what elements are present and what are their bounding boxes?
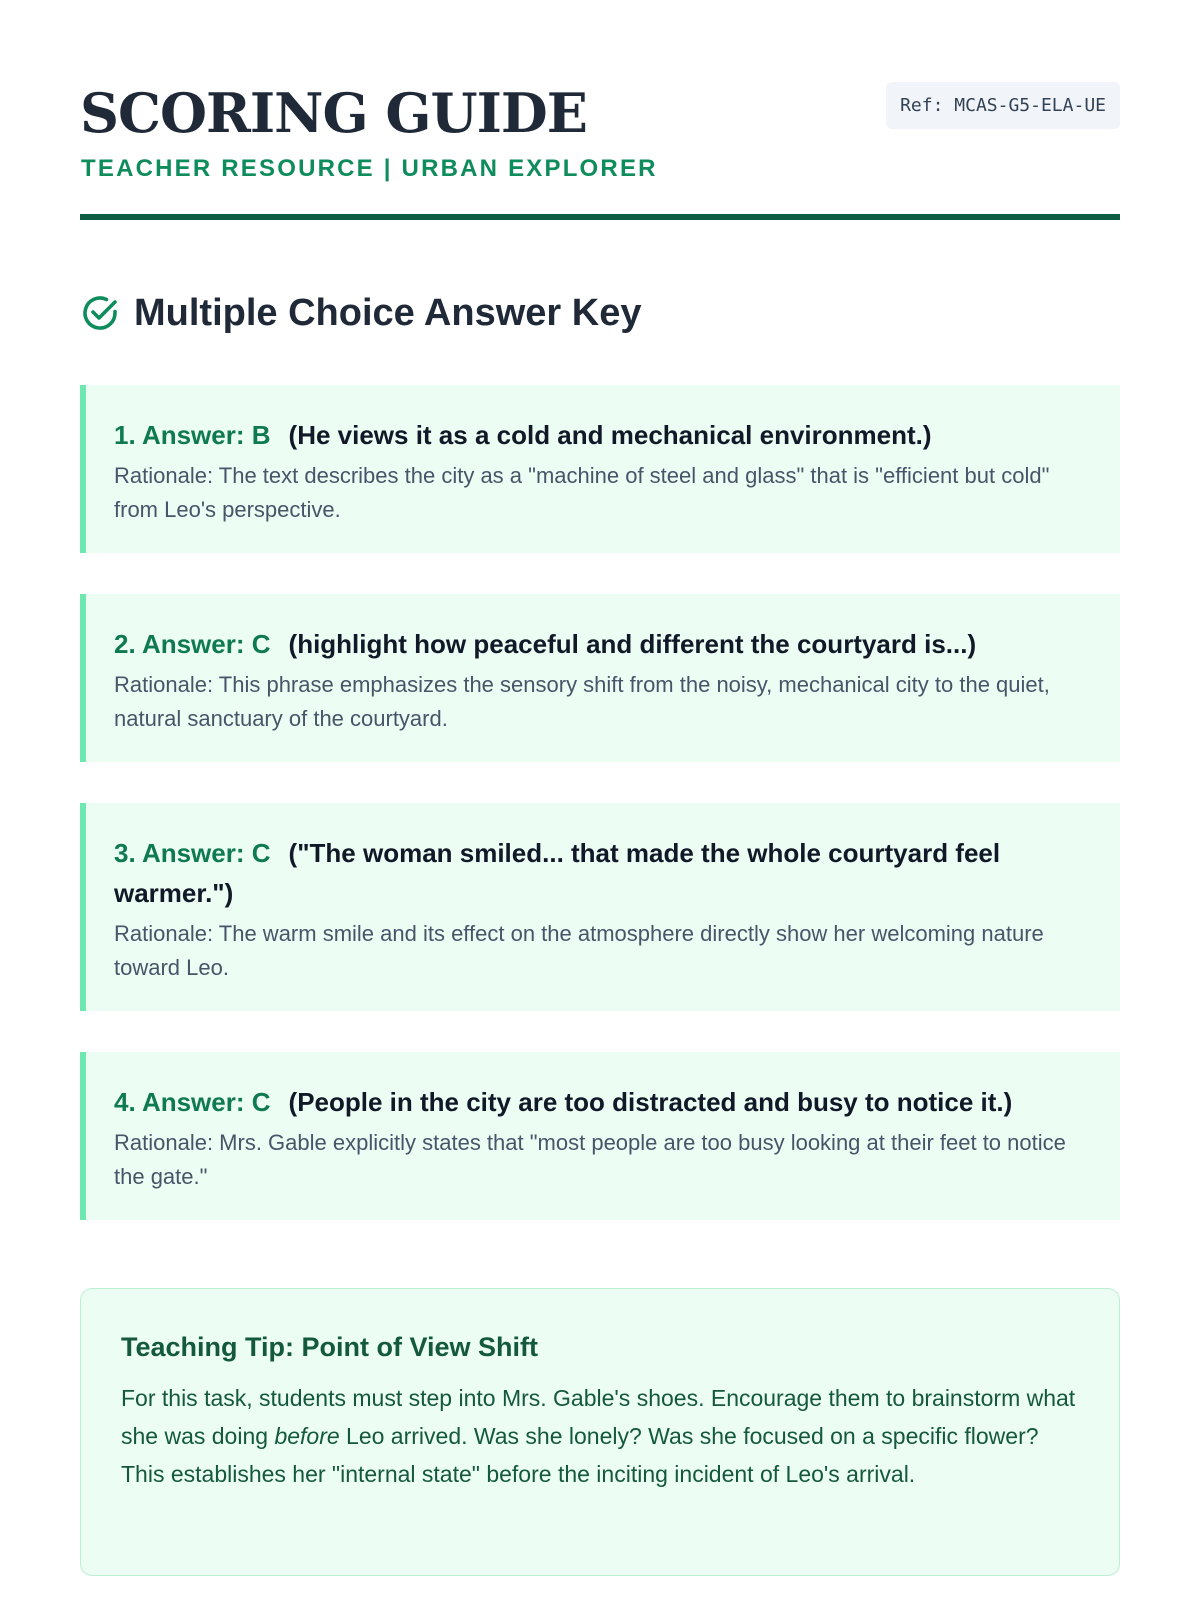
page-title: SCORING GUIDE <box>80 81 587 145</box>
page-header <box>80 78 1120 223</box>
answer-choice: (He views it as a cold and mechanical environment.) <box>288 420 932 450</box>
answer-rationale: Rationale: Mrs. Gable explicitly states that "most people are too busy looking at their feet to notice the gate." <box>114 1130 1066 1189</box>
answer-card <box>80 803 1120 1011</box>
answer-choice: (People in the city are too distracted and busy to notice it.) <box>288 1087 1013 1117</box>
answer-card <box>80 385 1120 553</box>
answer-line <box>114 624 1090 664</box>
answer-rationale: Rationale: This phrase emphasizes the sensory shift from the noisy, mechanical city to the quiet, natural sanctuary of the courtyard. <box>114 672 1050 731</box>
tip-text-before: For this task, students must step into Mrs. Gable's shoes. Encourage them to brainstorm what she was doing <box>121 1385 1076 1449</box>
answer-line <box>114 1082 1090 1122</box>
answer-line <box>114 415 1090 455</box>
answer-rationale: Rationale: The text describes the city as a "machine of steel and glass" that is "efficient but cold" from Leo's perspective. <box>114 463 1050 522</box>
answer-card <box>80 594 1120 762</box>
teaching-tip-title: Teaching Tip: Point of View Shift <box>121 1332 539 1362</box>
answer-card <box>80 1052 1120 1220</box>
page-subtitle: TEACHER RESOURCE | URBAN EXPLORER <box>81 155 658 182</box>
answer-rationale: Rationale: The warm smile and its effect on the atmosphere directly show her welcoming nature toward Leo. <box>114 921 1044 980</box>
answer-label: 2. Answer: C <box>114 629 271 659</box>
header-divider <box>80 214 1120 220</box>
check-circle-icon <box>80 293 120 333</box>
section-heading-text: Multiple Choice Answer Key <box>134 291 642 334</box>
tip-text-emphasis: before <box>274 1423 340 1449</box>
answer-label: 1. Answer: B <box>114 420 271 450</box>
answer-choice: (highlight how peaceful and different the courtyard is...) <box>288 629 977 659</box>
answer-choice: ("The woman smiled... that made the whole courtyard feel warmer.") <box>114 838 1001 908</box>
teaching-tip-text <box>121 1379 1079 1493</box>
answer-label: 4. Answer: C <box>114 1087 271 1117</box>
tip-text-after: Leo arrived. Was she lonely? Was she focused on a specific flower? This establishes her "internal state" before the inciting incident of Leo's arrival. <box>121 1423 1039 1487</box>
teaching-tip-box <box>80 1288 1120 1576</box>
reference-badge: Ref: MCAS-G5-ELA-UE <box>886 82 1120 129</box>
answer-label: 3. Answer: C <box>114 838 271 868</box>
section-heading <box>80 290 641 336</box>
answer-line <box>114 833 1090 913</box>
